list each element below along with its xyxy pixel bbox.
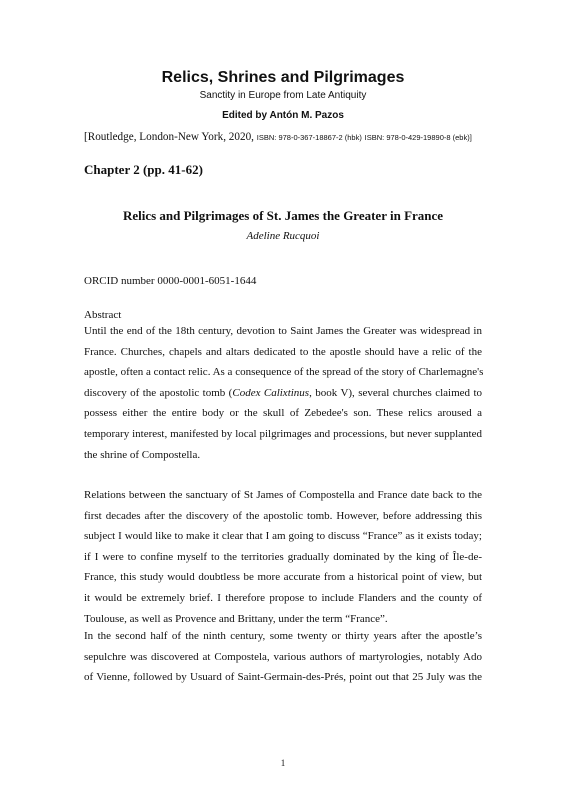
abstract-body [84,321,482,465]
isbn-hbk: ISBN: 978-0-367-18867-2 (hbk) [256,133,362,142]
paragraph-line: first decades after the discovery of the apostolic tomb. However, before addressing this [84,509,482,522]
publisher: [Routledge, London-New York, 2020, [84,131,254,143]
abstract-heading: Abstract [84,309,122,321]
codex-title: Codex Calixtinus [232,386,310,399]
paragraph-line: it would be extremely brief. I therefore propose to include Flanders and the county of [84,591,482,604]
abstract-line: possess either the entire body or the skull of Zebedee's son. These relics aroused a [84,407,482,420]
abstract-line: France. Churches, chapels and altars dedicated to the apostle should have a relic of the [84,345,482,358]
paragraph-line: sepulchre was discovered at Compostela, various authors of martyrologies, notably Ado [84,650,482,663]
abstract-line: discovery of the apostolic tomb (Codex Calixtinus, book V), several churches claimed to [84,386,483,399]
article-title: Relics and Pilgrimages of St. James the Greater in France [122,208,444,223]
paragraph-line: Toulouse, as well as Provence and Brittany, under the term “France”. [84,612,388,625]
chapter-heading: Chapter 2 (pp. 41-62) [84,162,203,177]
page-number: 1 [280,758,286,768]
abstract-line: the shrine of Compostella. [84,448,201,461]
paragraph-line: of Vienne, followed by Usuard of Saint-Germain-des-Prés, point out that 25 July was the [84,671,482,684]
abstract-line: apostle, often a contact relic. As a consequence of the spread of the story of Charlemagne's [84,366,484,379]
paragraph-line: France, this study would doubtless be more accurate from a historical point of view, but [84,571,482,584]
isbn-ebk: ISBN: 978-0-429-19890-8 (ebk)] [364,133,472,142]
paragraph-line: subject I would like to make it clear that I am going to discuss “France” as it exists today; [84,530,482,543]
body-paragraph [84,626,482,688]
abstract-line: Until the end of the 18th century, devotion to Saint James the Greater was widespread in [84,325,482,337]
book-title: Relics, Shrines and Pilgrimages [161,69,405,86]
publication-line [84,131,472,143]
paragraph-line: In the second half of the ninth century, some twenty or thirty years after the apostle’s [84,630,482,642]
body-paragraph [84,485,482,629]
orcid-number: ORCID number 0000-0001-6051-1644 [84,275,257,287]
paragraph-line: if I were to confine myself to the territories gradually dominated by the king of Île-de- [84,550,482,563]
paragraph-line: Relations between the sanctuary of St James of Compostella and France date back to the [84,489,482,501]
abstract-line: temporary interest, manifested by local pilgrimages and processions, but never supplanted [84,427,482,440]
book-editor: Edited by Antón M. Pazos [222,110,344,121]
book-subtitle: Sanctity in Europe from Late Antiquity [199,90,367,101]
article-author: Adeline Rucquoi [246,230,320,242]
